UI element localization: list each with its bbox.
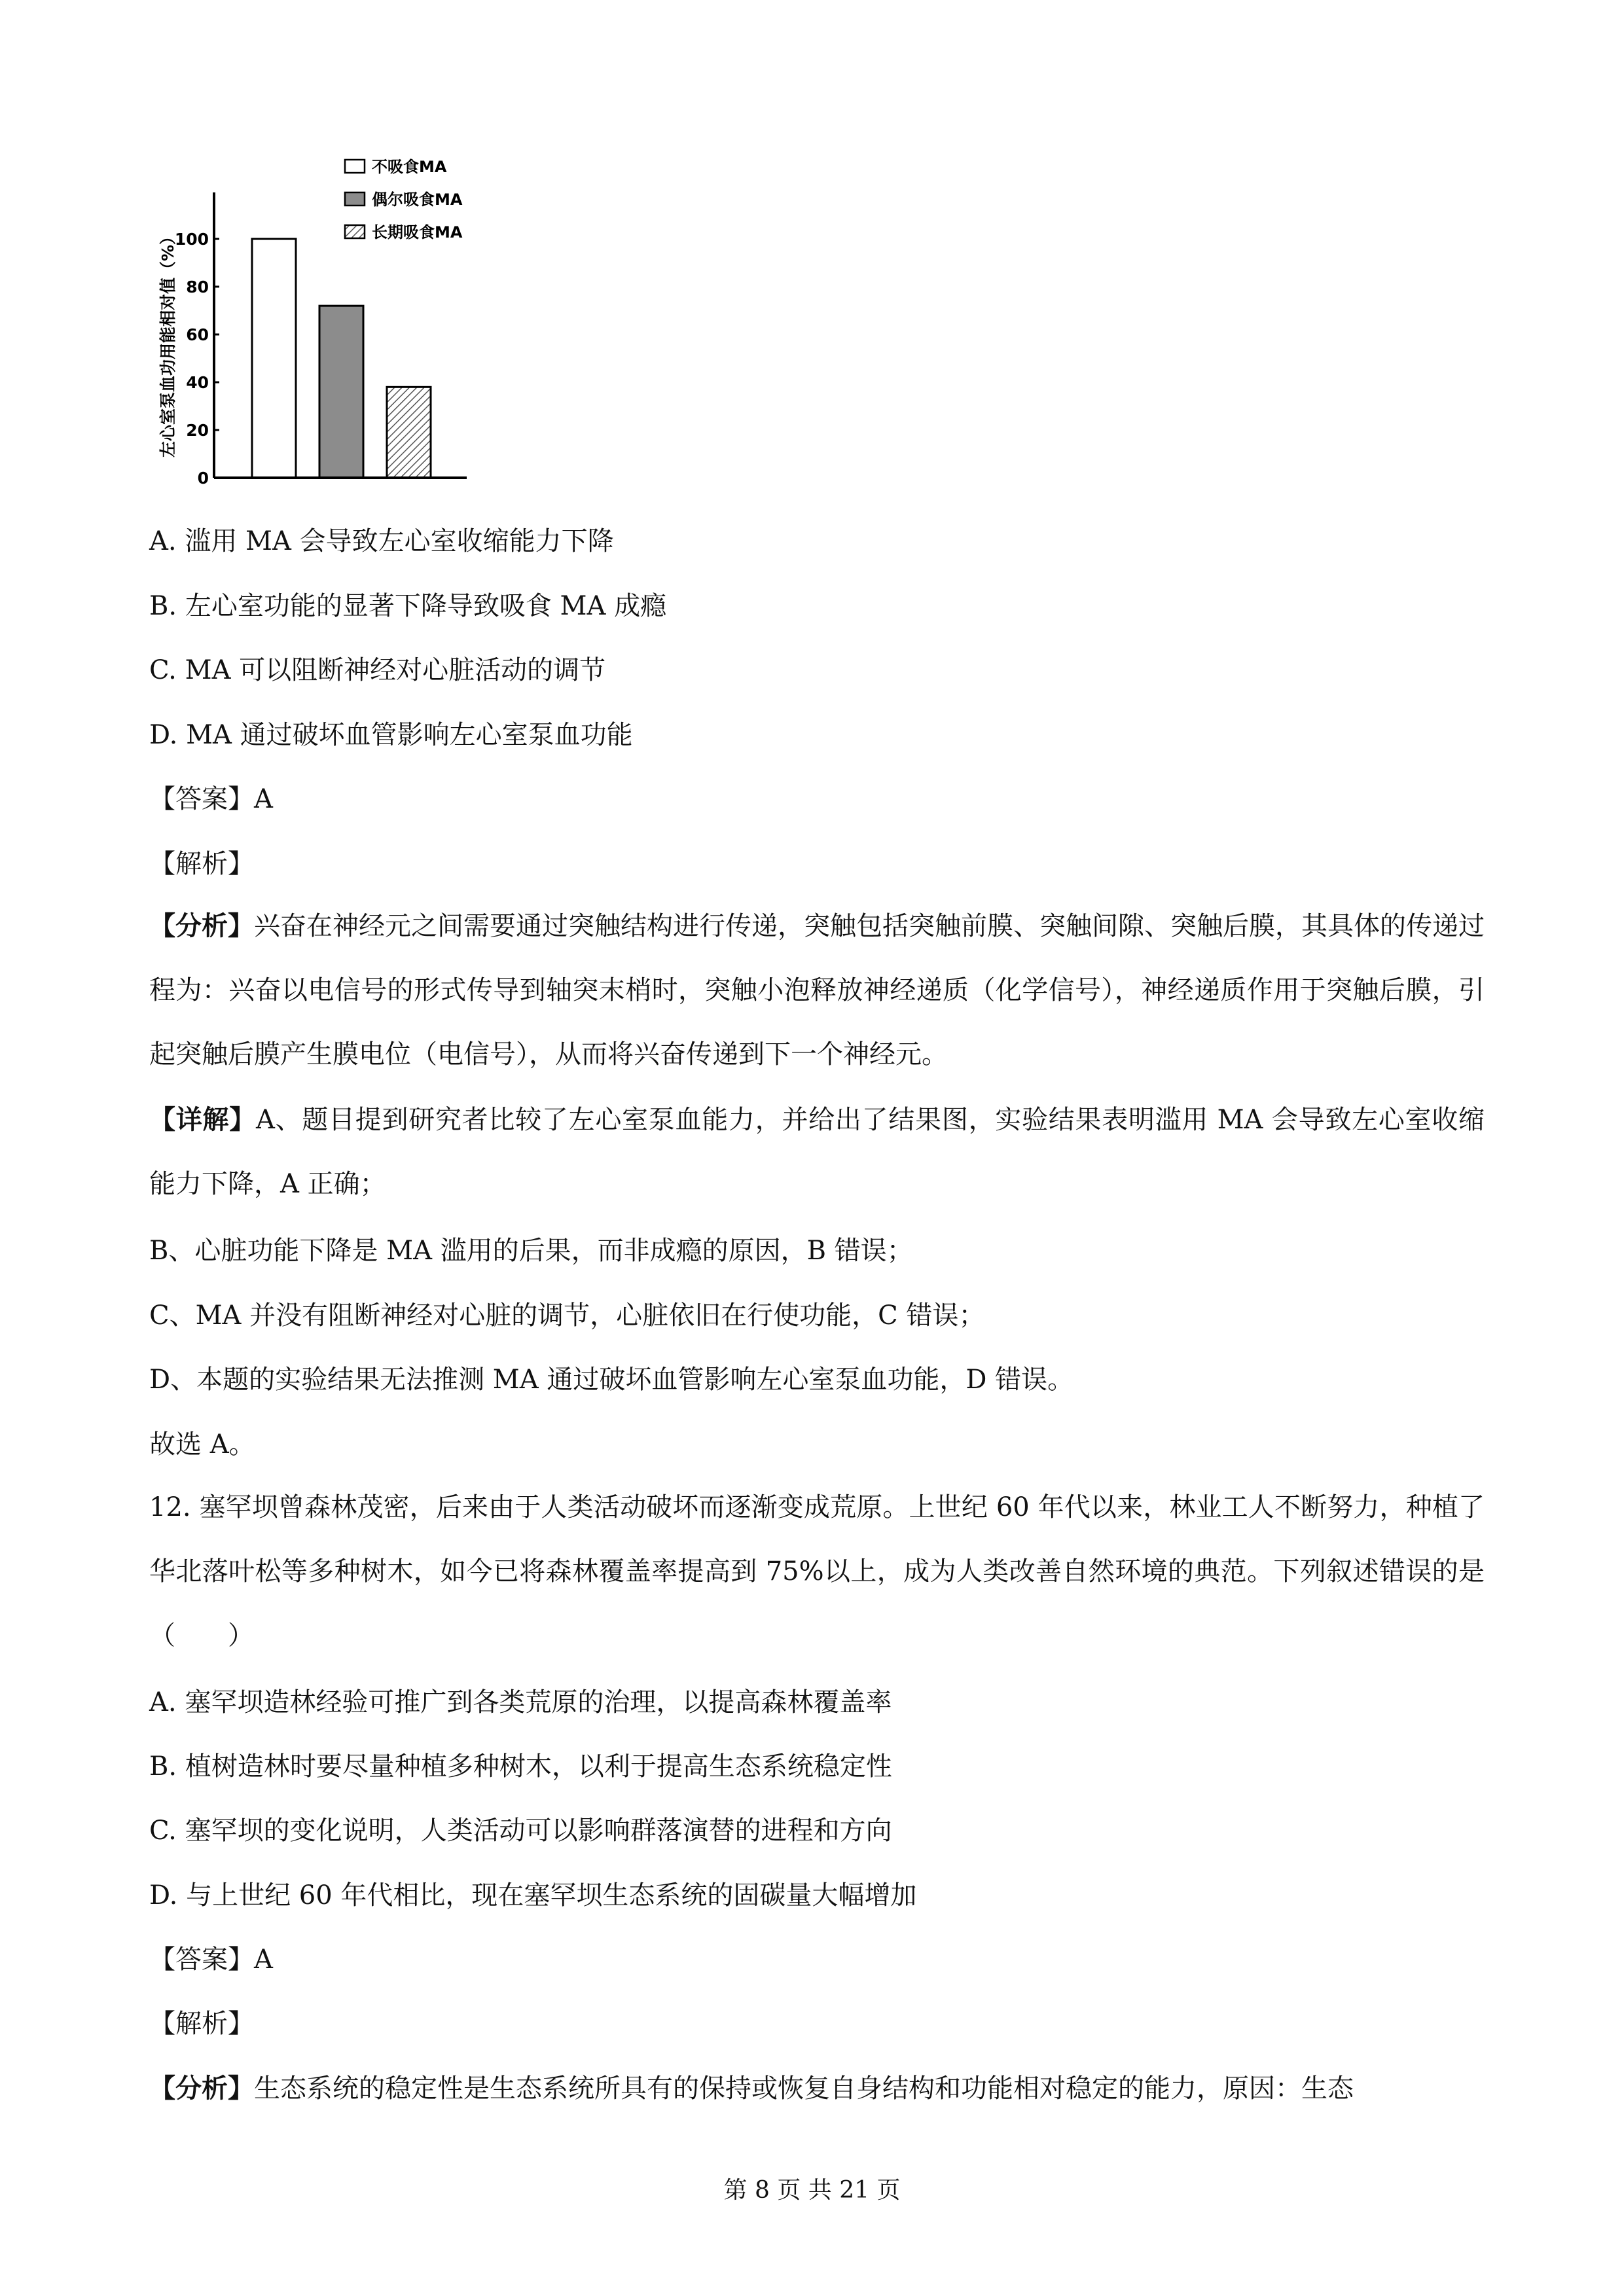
q11-option-c: C. MA 可以阻断神经对心脏活动的调节 bbox=[149, 655, 606, 685]
bar-2 bbox=[319, 306, 363, 478]
q11-detail-d: D、本题的实验结果无法推测 MA 通过破坏血管影响左心室泵血功能，D 错误。 bbox=[149, 1365, 1074, 1395]
q12-analysis-label: 【解析】 bbox=[149, 2009, 254, 2039]
y-tick-label: 20 bbox=[186, 421, 209, 440]
fenxi-text: 生态系统的稳定性是生态系统所具有的保持或恢复自身结构和功能相对稳定的能力，原因：生态 bbox=[254, 2073, 1354, 2104]
bar-1 bbox=[252, 239, 296, 478]
legend-label: 不吸食MA bbox=[372, 158, 447, 176]
q12-answer: 【答案】A bbox=[149, 1945, 273, 1975]
q11-detail-c: C、MA 并没有阻断神经对心脏的调节，心脏依旧在行使功能，C 错误； bbox=[149, 1300, 985, 1331]
q12-option-c: C. 塞罕坝的变化说明，人类活动可以影响群落演替的进程和方向 bbox=[149, 1816, 892, 1846]
xiangjie-text: A、题目提到研究者比较了左心室泵血能力，并给出了结果图，实验结果表明滥用 MA 会导致左心室收缩能力下降，A 正确； bbox=[149, 1105, 1485, 1199]
q11-option-a: A. 滥用 MA 会导致左心室收缩能力下降 bbox=[149, 526, 614, 556]
q12-stem: 12. 塞罕坝曾森林茂密，后来由于人类活动破坏而逐渐变成荒原。上世纪 60 年代以来，林业工人不断努力，种植了华北落叶松等多种树木，如今已将森林覆盖率提高到 75%以上，成为人类改善自然环境的典范。下列叙述错误的是（ ） bbox=[149, 1492, 1485, 1651]
fenxi-text: 兴奋在神经元之间需要通过突触结构进行传递，突触包括突触前膜、突触间隙、突触后膜，其具体的传递过程为：兴奋以电信号的形式传导到轴突末梢时，突触小泡释放神经递质（化学信号），神经递质作用于突触后膜，引起突触后膜产生膜电位（电信号），从而将兴奋传递到下一个神经元。 bbox=[149, 911, 1485, 1069]
q12-option-a: A. 塞罕坝造林经验可推广到各类荒原的治理，以提高森林覆盖率 bbox=[149, 1687, 892, 1717]
q12-option-b: B. 植树造林时要尽量种植多种树木，以利于提高生态系统稳定性 bbox=[149, 1751, 892, 1782]
y-tick-label: 60 bbox=[186, 325, 209, 344]
legend-label: 长期吸食MA bbox=[372, 223, 463, 242]
legend-swatch bbox=[345, 192, 365, 206]
legend-swatch bbox=[345, 160, 365, 173]
q11-answer: 【答案】A bbox=[149, 784, 273, 814]
y-axis-label: 左心室泵血功用能相对值（%） bbox=[158, 228, 177, 458]
q11-fenxi bbox=[149, 894, 1485, 1086]
q11-option-b: B. 左心室功能的显著下降导致吸食 MA 成瘾 bbox=[149, 591, 667, 621]
legend-label: 偶尔吸食MA bbox=[372, 190, 463, 209]
q11-detail-b: B、心脏功能下降是 MA 滥用的后果，而非成瘾的原因，B 错误； bbox=[149, 1236, 913, 1266]
fenxi-label: 【分析】 bbox=[149, 2073, 254, 2104]
fenxi-label: 【分析】 bbox=[149, 910, 254, 941]
q11-option-d: D. MA 通过破坏血管影响左心室泵血功能 bbox=[149, 720, 633, 750]
bar-3 bbox=[387, 387, 431, 478]
y-tick-label: 100 bbox=[174, 230, 209, 249]
y-tick-label: 40 bbox=[186, 373, 209, 392]
page-footer: 第 8 页 共 21 页 bbox=[723, 2177, 901, 2204]
legend-swatch bbox=[345, 225, 365, 238]
q12-option-d: D. 与上世纪 60 年代相比，现在塞罕坝生态系统的固碳量大幅增加 bbox=[149, 1880, 917, 1910]
y-tick-label: 80 bbox=[186, 278, 209, 296]
q11-xiangjie bbox=[149, 1088, 1485, 1216]
xiangjie-label: 【详解】 bbox=[149, 1104, 256, 1135]
bar-chart bbox=[147, 145, 501, 499]
y-tick-label: 0 bbox=[197, 469, 209, 488]
q11-conclusion: 故选 A。 bbox=[149, 1429, 255, 1460]
q11-analysis-label: 【解析】 bbox=[149, 849, 254, 879]
q12-fenxi bbox=[149, 2072, 1354, 2106]
